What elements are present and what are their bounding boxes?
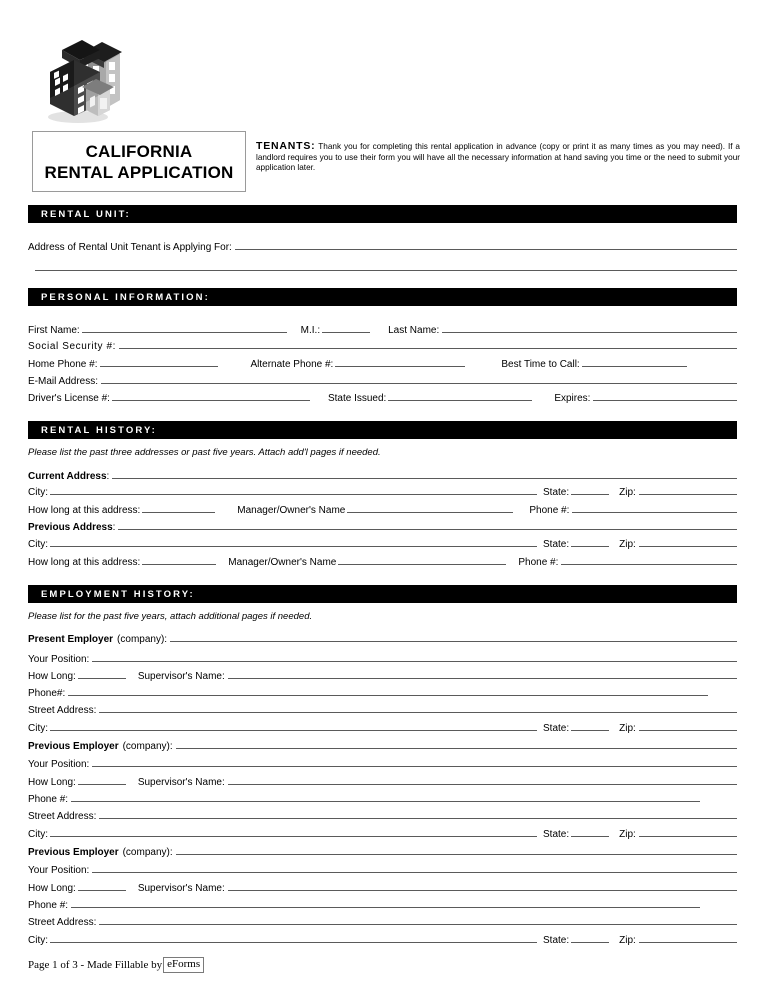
field-label-previous-manager-phone: Phone #: bbox=[518, 557, 559, 568]
field-label-previous-employer-2-company: (company): bbox=[122, 847, 173, 858]
field-label-present-zip: Zip: bbox=[619, 723, 636, 734]
field-label-expires: Expires: bbox=[554, 393, 591, 404]
field-label-previous-how-long-1: How Long: bbox=[28, 777, 76, 788]
field-label-current-city: City: bbox=[28, 487, 48, 498]
field-row-previous-employer-1 bbox=[28, 739, 737, 753]
field-row-previous-city-1 bbox=[28, 827, 737, 841]
input-previous-manager[interactable] bbox=[338, 555, 506, 565]
section-heading-rental-history: RENTAL HISTORY: bbox=[28, 421, 737, 439]
input-current-address[interactable] bbox=[112, 469, 737, 479]
rental-history-note: Please list the past three addresses or past five years. Attach add'l pages if needed. bbox=[28, 447, 381, 458]
input-present-street[interactable] bbox=[99, 703, 737, 713]
field-row-present-how-long bbox=[28, 669, 737, 683]
field-row-ssn bbox=[28, 339, 737, 353]
input-current-zip[interactable] bbox=[639, 485, 737, 495]
input-present-how-long[interactable] bbox=[78, 669, 126, 679]
field-row-previous-street-2 bbox=[28, 915, 737, 929]
input-present-zip[interactable] bbox=[639, 721, 737, 731]
input-best-time-to-call[interactable] bbox=[582, 357, 687, 367]
field-label-current-state: State: bbox=[543, 487, 570, 498]
field-row-previous-city-2 bbox=[28, 933, 737, 947]
input-previous-street-1[interactable] bbox=[99, 809, 737, 819]
input-previous-zip-2[interactable] bbox=[639, 933, 737, 943]
field-label-previous-state: State: bbox=[543, 539, 570, 550]
input-home-phone[interactable] bbox=[100, 357, 218, 367]
field-row-previous-phone-2 bbox=[28, 898, 700, 912]
field-label-previous-supervisor-1: Supervisor's Name: bbox=[137, 777, 225, 788]
field-label-present-street: Street Address: bbox=[28, 705, 97, 716]
section-heading-rental-unit: RENTAL UNIT: bbox=[28, 205, 737, 223]
field-row-previous-street-1 bbox=[28, 809, 737, 823]
input-previous-city-2[interactable] bbox=[50, 933, 537, 943]
input-previous-position-1[interactable] bbox=[92, 757, 737, 767]
field-label-previous-street-2: Street Address: bbox=[28, 917, 97, 928]
field-row-present-street bbox=[28, 703, 737, 717]
field-label-present-position: Your Position: bbox=[28, 654, 90, 665]
field-label-first-name: First Name: bbox=[28, 325, 80, 336]
input-previous-zip-1[interactable] bbox=[639, 827, 737, 837]
section-heading-personal-information: PERSONAL INFORMATION: bbox=[28, 288, 737, 306]
buildings-isometric-icon bbox=[38, 24, 122, 124]
field-label-previous-city-1: City: bbox=[28, 829, 48, 840]
field-label-previous-street-1: Street Address: bbox=[28, 811, 97, 822]
input-previous-supervisor-1[interactable] bbox=[228, 775, 737, 785]
section-heading-employment-history: EMPLOYMENT HISTORY: bbox=[28, 585, 737, 603]
input-expires[interactable] bbox=[593, 391, 737, 401]
field-label-previous-employer-1-company: (company): bbox=[122, 741, 173, 752]
input-present-city[interactable] bbox=[50, 721, 537, 731]
field-label-previous-phone-2: Phone #: bbox=[28, 900, 69, 911]
field-label-previous-city-2: City: bbox=[28, 935, 48, 946]
field-label-previous-position-1: Your Position: bbox=[28, 759, 90, 770]
field-label-present-employer-company: (company): bbox=[117, 634, 168, 645]
field-row-present-city bbox=[28, 721, 737, 735]
eforms-attribution-field[interactable]: eForms bbox=[163, 957, 204, 973]
input-previous-manager-phone[interactable] bbox=[561, 555, 737, 565]
field-row-present-employer bbox=[28, 632, 737, 646]
field-row-present-phone bbox=[28, 686, 708, 700]
field-row-phones bbox=[28, 357, 737, 371]
input-current-how-long[interactable] bbox=[142, 503, 215, 513]
input-mi[interactable] bbox=[322, 323, 370, 333]
input-previous-employer-1[interactable] bbox=[176, 739, 737, 749]
field-row-previous-how-long-1 bbox=[28, 775, 737, 789]
field-row-previous-city bbox=[28, 537, 737, 551]
form-title-line-2: RENTAL APPLICATION bbox=[44, 162, 234, 182]
input-previous-supervisor-2[interactable] bbox=[228, 881, 737, 891]
field-row-current-how-long bbox=[28, 503, 737, 517]
field-label-current-how-long: How long at this address: bbox=[28, 505, 141, 516]
field-label-previous-manager: Manager/Owner's Name bbox=[228, 557, 337, 568]
field-label-current-zip: Zip: bbox=[619, 487, 636, 498]
field-label-present-phone: Phone#: bbox=[28, 688, 66, 699]
employment-history-note: Please list for the past five years, attach additional pages if needed. bbox=[28, 611, 313, 622]
field-label-drivers-license: Driver's License #: bbox=[28, 393, 110, 404]
field-label-previous-zip: Zip: bbox=[619, 539, 636, 550]
tenants-notice-text: Thank you for completing this rental application in advance (copy or print it as many times as you may need). If a landlord requires you to use their form you will have all the necessary information at hand saving you time or the need to submit your application later. bbox=[256, 142, 740, 172]
field-label-best-time-to-call: Best Time to Call: bbox=[501, 359, 580, 370]
input-present-position[interactable] bbox=[92, 652, 737, 662]
field-label-last-name: Last Name: bbox=[388, 325, 440, 336]
field-label-previous-how-long: How long at this address: bbox=[28, 557, 141, 568]
input-previous-how-long-2[interactable] bbox=[78, 881, 126, 891]
field-label-current-address: Current Address bbox=[28, 471, 107, 482]
input-previous-city-1[interactable] bbox=[50, 827, 537, 837]
field-label-present-how-long: How Long: bbox=[28, 671, 76, 682]
field-label-previous-supervisor-2: Supervisor's Name: bbox=[137, 883, 225, 894]
input-previous-city[interactable] bbox=[50, 537, 537, 547]
input-previous-position-2[interactable] bbox=[92, 863, 737, 873]
input-previous-state-1[interactable] bbox=[571, 827, 609, 837]
tenants-notice-label: TENANTS: bbox=[256, 140, 316, 152]
input-previous-how-long[interactable] bbox=[142, 555, 216, 565]
input-previous-state-2[interactable] bbox=[571, 933, 609, 943]
field-row-drivers-license bbox=[28, 391, 737, 405]
input-previous-phone-1[interactable] bbox=[71, 792, 700, 802]
input-last-name[interactable] bbox=[442, 323, 737, 333]
field-label-home-phone: Home Phone #: bbox=[28, 359, 98, 370]
field-row-name bbox=[28, 323, 737, 337]
input-previous-street-2[interactable] bbox=[99, 915, 737, 925]
input-previous-how-long-1[interactable] bbox=[78, 775, 126, 785]
field-label-mi: M.I.: bbox=[300, 325, 321, 336]
form-title-line-1: CALIFORNIA bbox=[85, 141, 193, 161]
form-title-box bbox=[32, 131, 246, 192]
field-label-previous-address: Previous Address bbox=[28, 522, 113, 533]
field-label-current-manager-phone: Phone #: bbox=[529, 505, 570, 516]
field-label-alternate-phone: Alternate Phone #: bbox=[250, 359, 334, 370]
field-label-previous-employer-2: Previous Employer bbox=[28, 847, 119, 858]
field-rental-unit-address bbox=[28, 240, 737, 254]
field-row-current-address: Current Address : bbox=[28, 469, 737, 483]
field-label-previous-zip-2: Zip: bbox=[619, 935, 636, 946]
field-row-present-position bbox=[28, 652, 737, 666]
field-label-email: E-Mail Address: bbox=[28, 376, 99, 387]
field-label-previous-state-2: State: bbox=[543, 935, 570, 946]
field-label-previous-employer-1: Previous Employer bbox=[28, 741, 119, 752]
field-label-present-supervisor: Supervisor's Name: bbox=[137, 671, 225, 682]
input-previous-state[interactable] bbox=[571, 537, 609, 547]
page-footer bbox=[28, 957, 204, 973]
field-row-email bbox=[28, 374, 737, 388]
field-label-previous-phone-1: Phone #: bbox=[28, 794, 69, 805]
footer-page-text: Page 1 of 3 - Made Fillable by bbox=[28, 959, 163, 971]
input-current-manager-phone[interactable] bbox=[572, 503, 737, 513]
input-previous-phone-2[interactable] bbox=[71, 898, 700, 908]
input-previous-employer-2[interactable] bbox=[176, 845, 737, 855]
field-label-state-issued: State Issued: bbox=[327, 393, 387, 404]
field-label-previous-city: City: bbox=[28, 539, 48, 550]
field-row-previous-phone-1 bbox=[28, 792, 700, 806]
input-present-employer[interactable] bbox=[170, 632, 737, 642]
input-current-city[interactable] bbox=[50, 485, 537, 495]
field-label-current-manager: Manager/Owner's Name bbox=[237, 505, 346, 516]
field-label-ssn: Social Security #: bbox=[28, 341, 117, 352]
input-rental-unit-address[interactable] bbox=[235, 240, 737, 250]
input-present-supervisor[interactable] bbox=[228, 669, 737, 679]
input-present-phone[interactable] bbox=[68, 686, 708, 696]
field-row-previous-how-long bbox=[28, 555, 737, 569]
field-row-previous-how-long-2 bbox=[28, 881, 737, 895]
tenants-notice bbox=[256, 141, 740, 174]
input-current-manager[interactable] bbox=[347, 503, 513, 513]
field-label-previous-zip-1: Zip: bbox=[619, 829, 636, 840]
field-row-previous-position-2 bbox=[28, 863, 737, 877]
field-label-present-state: State: bbox=[543, 723, 570, 734]
field-row-current-city bbox=[28, 485, 737, 499]
field-label-rental-unit-address: Address of Rental Unit Tenant is Applying For: bbox=[28, 242, 232, 253]
input-rental-unit-address-line2[interactable] bbox=[35, 270, 737, 271]
input-previous-zip[interactable] bbox=[639, 537, 737, 547]
input-previous-address[interactable] bbox=[118, 520, 737, 530]
input-present-state[interactable] bbox=[571, 721, 609, 731]
field-row-previous-address: Previous Address : bbox=[28, 520, 737, 534]
field-label-previous-how-long-2: How Long: bbox=[28, 883, 76, 894]
input-first-name[interactable] bbox=[82, 323, 287, 333]
input-ssn[interactable] bbox=[119, 339, 737, 349]
input-drivers-license[interactable] bbox=[112, 391, 310, 401]
input-alternate-phone[interactable] bbox=[335, 357, 465, 367]
input-current-state[interactable] bbox=[571, 485, 609, 495]
field-label-present-city: City: bbox=[28, 723, 48, 734]
field-label-present-employer: Present Employer bbox=[28, 634, 114, 645]
field-label-previous-position-2: Your Position: bbox=[28, 865, 90, 876]
input-state-issued[interactable] bbox=[388, 391, 532, 401]
input-email[interactable] bbox=[101, 374, 737, 384]
field-row-previous-position-1 bbox=[28, 757, 737, 771]
field-label-previous-state-1: State: bbox=[543, 829, 570, 840]
field-row-previous-employer-2 bbox=[28, 845, 737, 859]
